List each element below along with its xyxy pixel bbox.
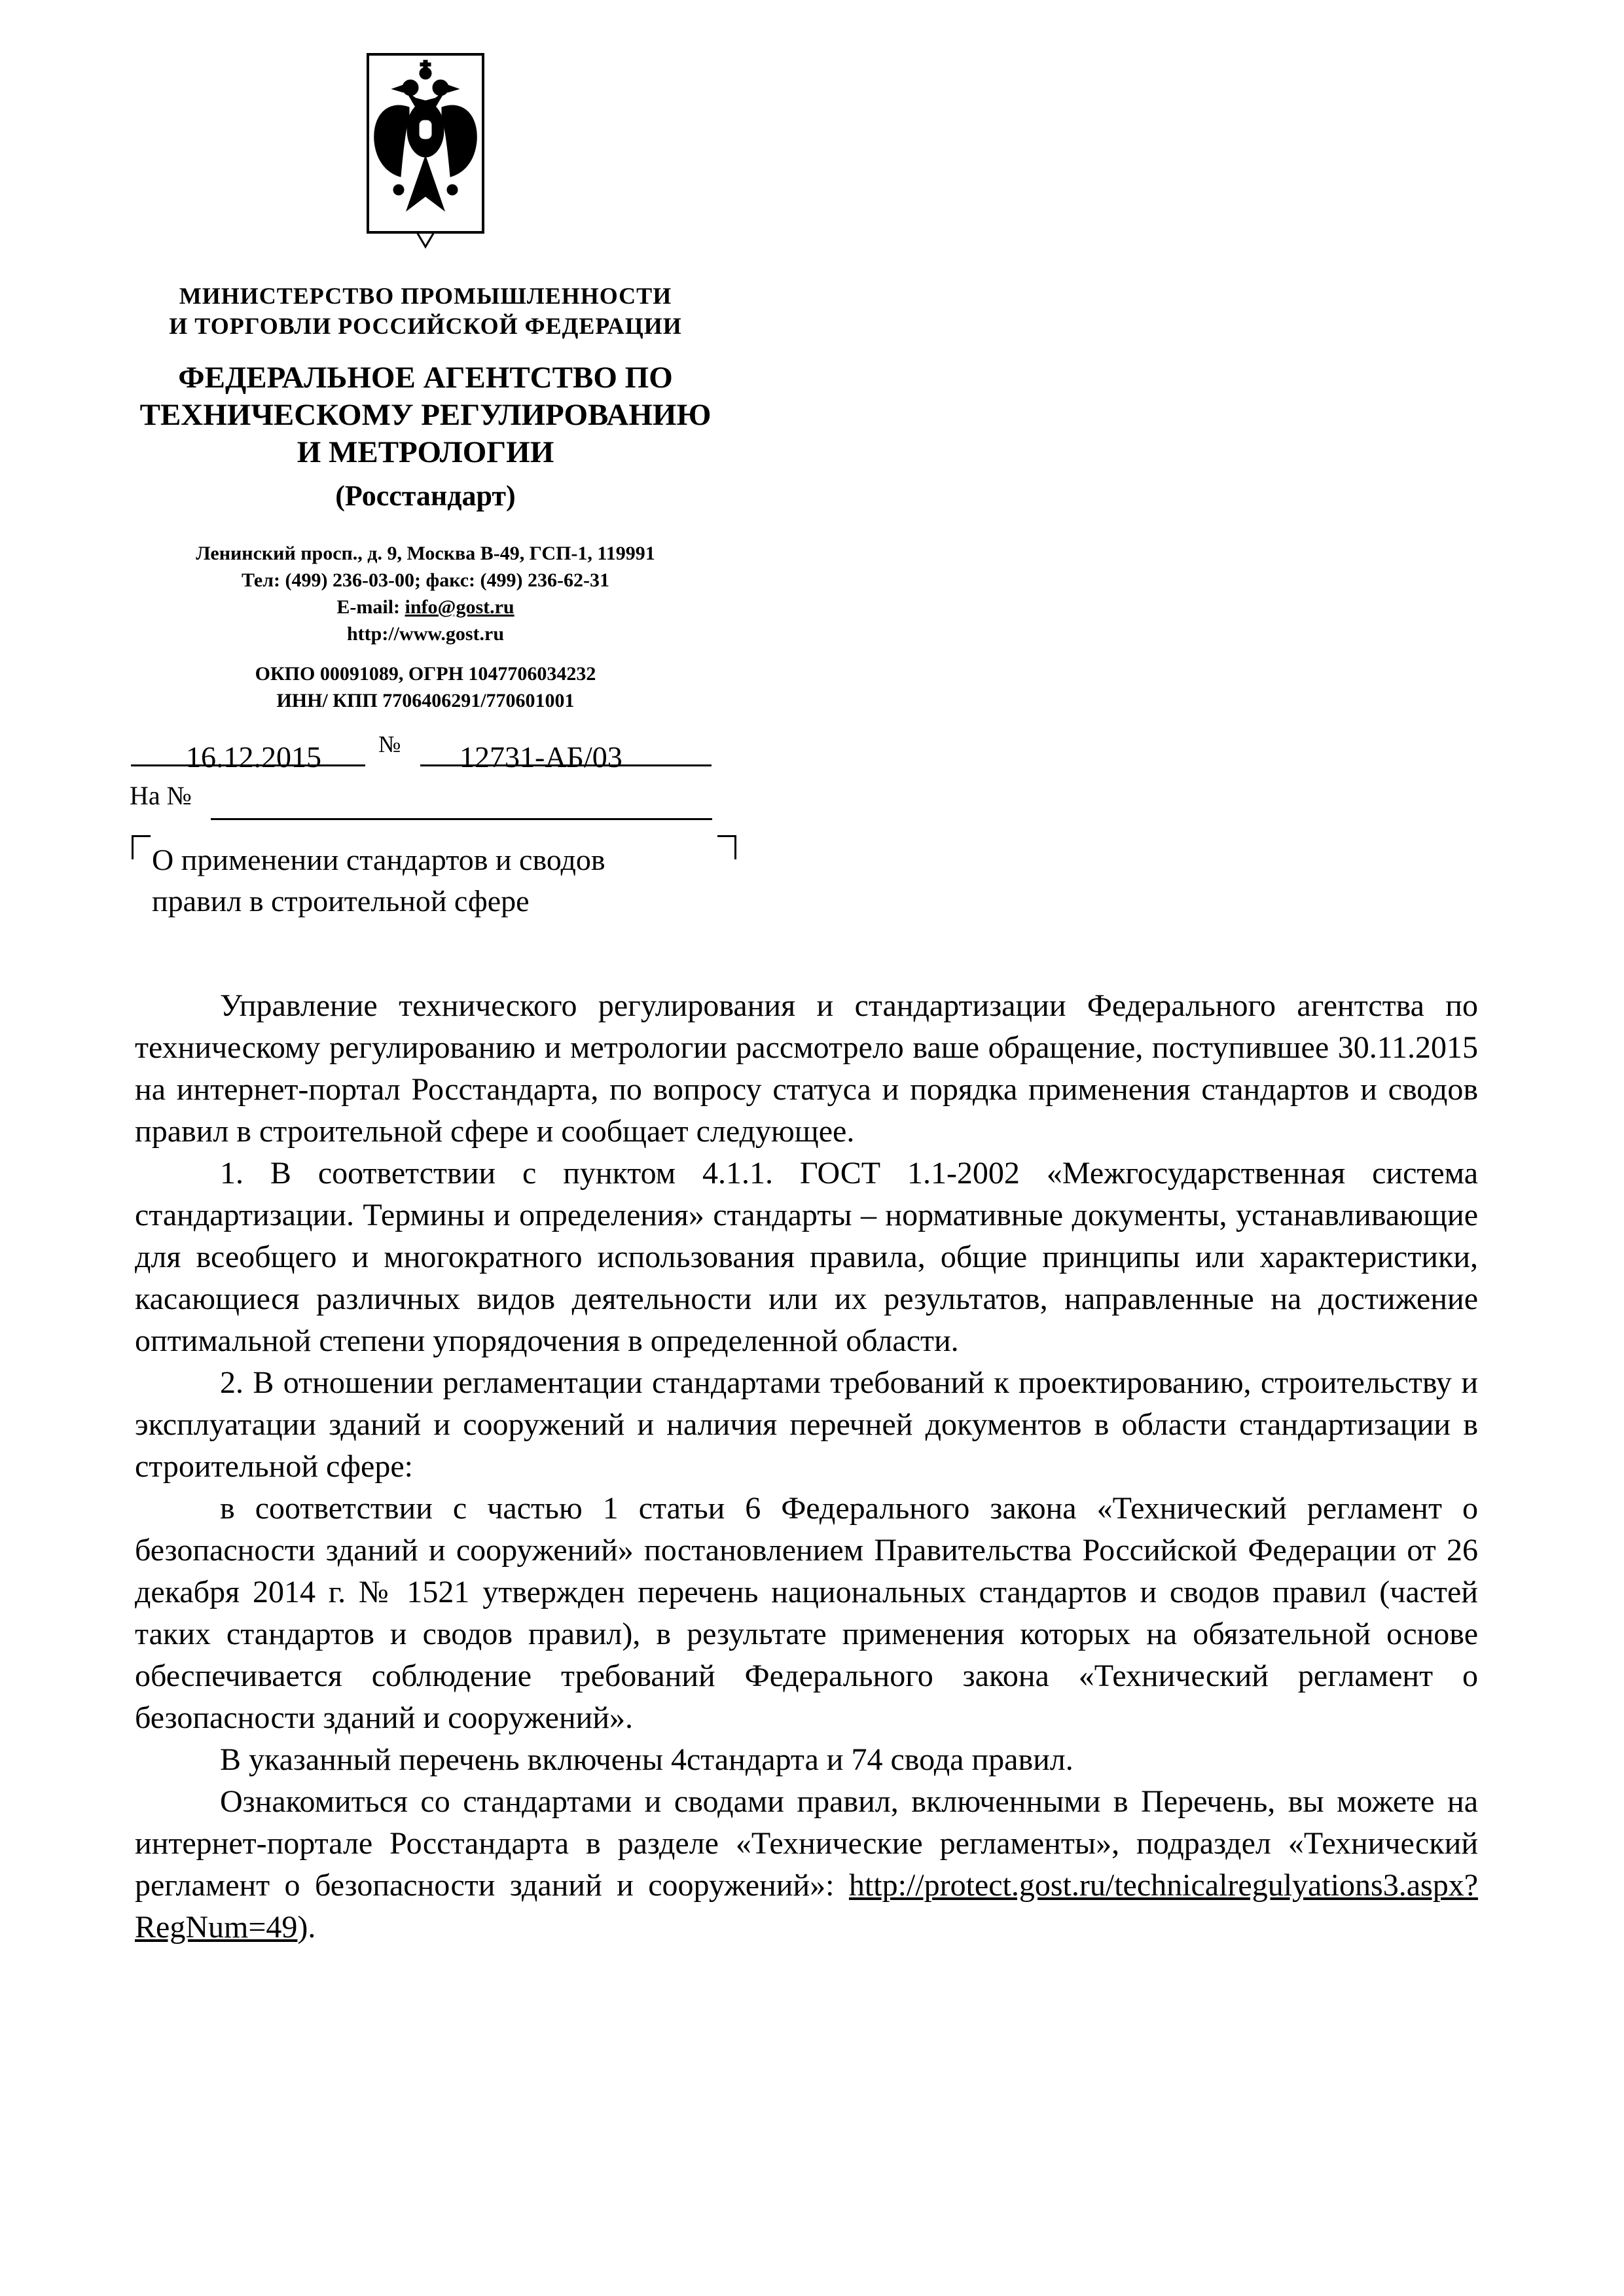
registration-codes [111, 660, 740, 714]
letter-body [135, 985, 1478, 1948]
ministry-line-2: И ТОРГОВЛИ РОССИЙСКОЙ ФЕДЕРАЦИИ [169, 313, 682, 339]
website-line: http://www.gost.ru [346, 623, 504, 645]
letterhead [111, 51, 740, 714]
number-sign: № [378, 731, 401, 757]
postal-address: Ленинский просп., д. 9, Москва В-49, ГСП-1, 119991 [196, 543, 655, 564]
reply-to-label: На № [130, 781, 192, 810]
email-line [111, 594, 740, 620]
ministry-name [111, 281, 740, 341]
portal-hyperlink[interactable]: http://protect.gost.ru/technicalregulyations3.aspx?RegNum=49 [135, 1868, 1478, 1945]
subject-block [152, 839, 715, 922]
subject-line-2: правил в строительной сфере [152, 884, 530, 918]
email-label: E-mail: [336, 596, 405, 618]
subject-corner-right [717, 835, 736, 859]
reply-number-rule-line [211, 818, 712, 820]
inn-kpp-line: ИНН/ КПП 7706406291/770601001 [276, 690, 575, 711]
agency-short-name: (Росстандарт) [335, 480, 516, 512]
contact-block [111, 540, 740, 647]
agency-line-2: ТЕХНИЧЕСКОМУ РЕГУЛИРОВАНИЮ [139, 398, 712, 432]
coat-of-arms-emblem [365, 51, 486, 264]
body-paragraph-closing [135, 1781, 1478, 1948]
body-paragraph: 2. В отношении регламентации стандартами требований к проектированию, строительству и эксплуатации зданий и сооружений и наличия перечней документов в области стандартизации в строительной сфере: [135, 1365, 1478, 1484]
letter-date: 16.12.2015 [186, 740, 321, 774]
body-paragraph: в соответствии с частью 1 статьи 6 Федерального закона «Технический регламент о безопасности зданий и сооружений» постановлением Правительства Российской Федерации от 26 декабря 2014 г. № 1521 утвержден перечень национальных стандартов и сводов правил (частей таких стандартов и сводов правил), в результате применения которых на обязательной основе обеспечивается соблюдение требований Федерального закона «Технический регламент о безопасности зданий и сооружений». [135, 1491, 1478, 1735]
phone-fax: Тел: (499) 236-03-00; факс: (499) 236-62-31 [241, 569, 610, 591]
letter-number: 12731-АБ/03 [460, 740, 623, 774]
body-paragraph: Управление технического регулирования и стандартизации Федерального агентства по техническому регулированию и метрологии рассмотрело ваше обращение, поступившее 30.11.2015 на интернет-портал Росстандарта, по вопросу статуса и порядка применения стандартов и сводов правил в строительной сфере и сообщает следующее. [135, 988, 1478, 1149]
agency-name [111, 359, 740, 471]
body-paragraph: 1. В соответствии с пунктом 4.1.1. ГОСТ 1.1-2002 «Межгосударственная система стандартизации. Термины и определения» стандарты – нормативные документы, устанавливающие для всеобщего и многократного использования правила, общие принципы или характеристики, касающиеся различных видов деятельности или их результатов, направленные на достижение оптимальной степени упорядочения в определенной области. [135, 1156, 1478, 1358]
okpo-ogrn-line: ОКПО 00091089, ОГРН 1047706034232 [255, 663, 596, 685]
body-paragraph: В указанный перечень включены 4стандарта и 74 свода правил. [220, 1742, 1074, 1777]
subject-corner-left [132, 835, 151, 859]
double-headed-eagle-icon [365, 51, 486, 260]
subject-line-1: О применении стандартов и сводов [152, 843, 605, 876]
closing-suffix: ). [297, 1910, 316, 1945]
agency-line-1: ФЕДЕРАЛЬНОЕ АГЕНТСТВО ПО [178, 361, 673, 395]
ministry-line-1: МИНИСТЕРСТВО ПРОМЫШЛЕННОСТИ [179, 283, 672, 309]
email-link[interactable]: info@gost.ru [405, 596, 514, 618]
closing-text: Ознакомиться со стандартами и сводами правил, включенными в Перечень, вы можете на интернет-портале Росстандарта в разделе «Технические регламенты», подраздел «Технический регламент о безопасности зданий и сооружений»: [135, 1784, 1478, 1903]
agency-line-3: И МЕТРОЛОГИИ [297, 435, 554, 469]
